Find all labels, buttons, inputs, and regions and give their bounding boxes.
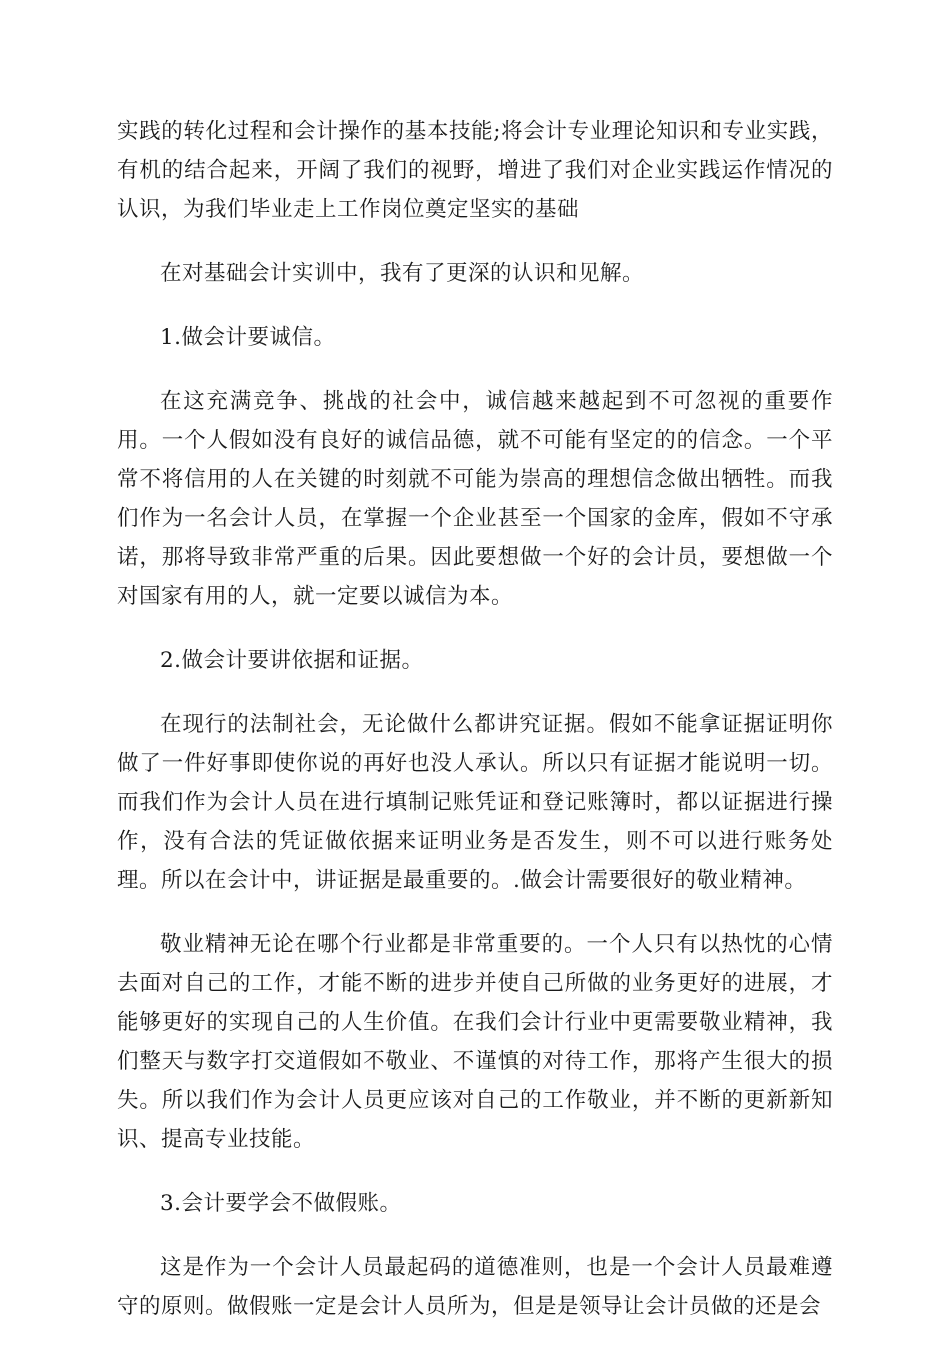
heading-point-3: 3.会计要学会不做假账。 xyxy=(160,1191,402,1216)
paragraph-integrity: 在这充满竞争、挑战的社会中，诚信越来越起到不可忽视的重要作用。一个人假如没有良好的诚信品德，就不可能有坚定的的信念。一个平常不将信用的人在关键的时刻就不可能为崇高的理想信念做出牺牲。而我们作为一名会计人员，在掌握一个企业甚至一个国家的金库，假如不守承诺，那将导致非常严重的后果。因此要想做一个好的会计员，要想做一个对国家有用的人，就一定要以诚信为本。 xyxy=(117,389,833,609)
paragraph-dedication: 敬业精神无论在哪个行业都是非常重要的。一个人只有以热忱的心情去面对自己的工作，才能不断的进步并使自己所做的业务更好的进展，才能够更好的实现自己的人生价值。在我们会计行业中更需要敬业精神，我们整天与数字打交道假如不敬业、不谨慎的对待工作，那将产生很大的损失。所以我们作为会计人员更应该对自己的工作敬业，并不断的更新新知识、提高专业技能。 xyxy=(117,932,833,1152)
paragraph-no-false-accounts: 这是作为一个会计人员最起码的道德准则，也是一个会计人员最难遵守的原则。做假账一定是会计人员所为，但是是领导让会计员做的还是会 xyxy=(117,1255,833,1319)
heading-point-1: 1.做会计要诚信。 xyxy=(160,325,336,350)
paragraph-evidence: 在现行的法制社会，无论做什么都讲究证据。假如不能拿证据证明你做了一件好事即使你说的再好也没人承认。所以只有证据才能说明一切。而我们作为会计人员在进行填制记账凭证和登记账簿时，都以证据进行操作，没有合法的凭证做依据来证明业务是否发生，则不可以进行账务处理。所以在会计中，讲证据是最重要的。.做会计需要很好的敬业精神。 xyxy=(117,712,833,893)
paragraph-continuation: 实践的转化过程和会计操作的基本技能;将会计专业理论知识和专业实践，有机的结合起来，开阔了我们的视野，增进了我们对企业实践运作情况的认识，为我们毕业走上工作岗位奠定坚实的基础 xyxy=(117,119,833,222)
heading-point-2: 2.做会计要讲依据和证据。 xyxy=(160,648,424,673)
document-body xyxy=(117,112,833,1351)
paragraph-intro: 在对基础会计实训中，我有了更深的认识和见解。 xyxy=(160,261,645,286)
